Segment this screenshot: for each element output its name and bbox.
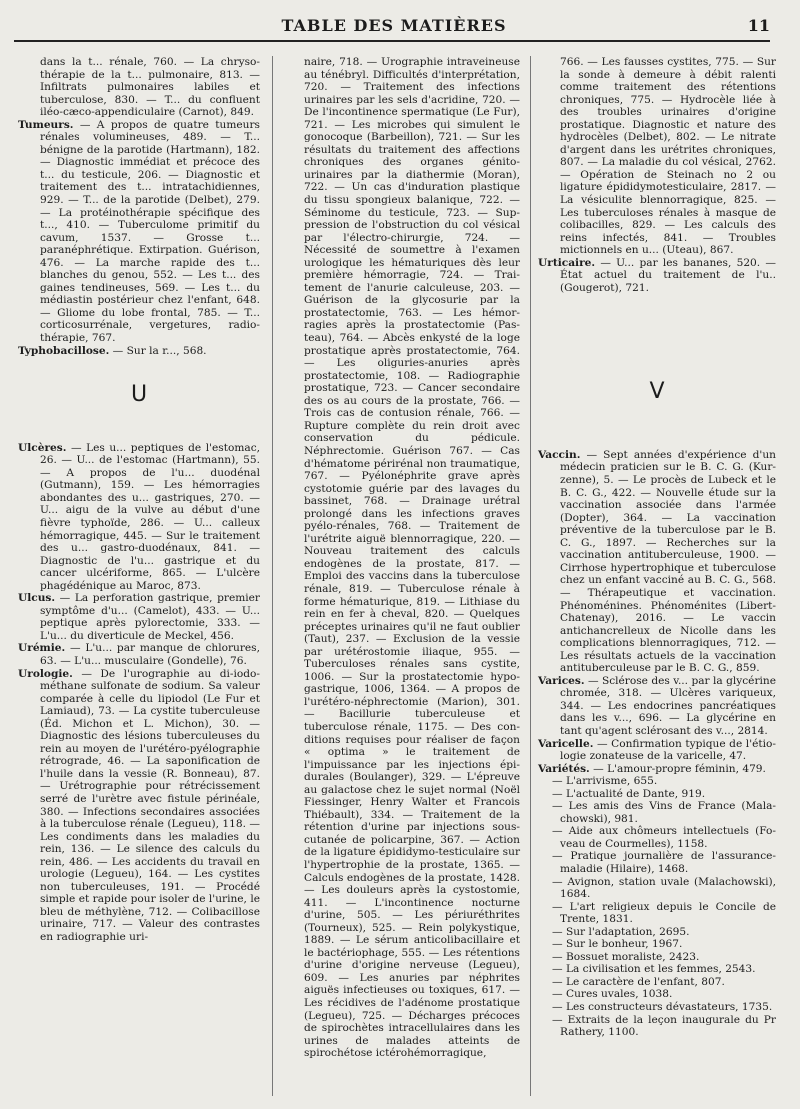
index-entry-varices xyxy=(538,675,776,738)
entry-keyword: Ulcères. xyxy=(18,441,67,454)
index-column-1 xyxy=(18,56,260,944)
entry-text: — La perforation gastrique, premier symptôme d'u... (Camelot), 433. — U... peptique après pylorectomie, 333. — L'u... du diverticule de Meckel, 456. xyxy=(40,592,260,642)
entry-text: — Les u... peptiques de l'estomac, 26. — U... de l'estomac (Hartmann), 55. — A propos de l'u... duodénal (Gutmann), 159. — Les hémorragies abondantes des u... gastriques, 270. — U... aigu de la vulve au début d'une fièvre typhoïde, 286. — U... calleux hémorragique, 445. — Sur le traitement des u... gastro-duodénaux, 841. — Diagnostic de l'u... gastrique et du cancer ulcériforme, 865. — L'ulcère phagédénique au Maroc, 873. xyxy=(40,441,260,592)
entry-continuation: 766. — Les fausses cystites, 775. — Sur la sonde à demeure à débit ralenti comme traitement des rétentions chroniques, 775. — Hydrocèle liée à des troubles urinaires d'origine prostatique. Diagnostic et nature des hydrocèles (Delbet), 802. — Le nitrate d'argent dans les urétrites chroniques, 807. — La maladie du col vésical, 2762. — Opération de Steinach no 2 ou ligature épididymotesticulaire, 2817. — La vésiculite blennorragique, 825. — Les tuberculoses rénales à masque de colibacilles, 829. — Les calculs des reins infectés, 841. — Troubles mictionnels en u... (Uteau), 867. xyxy=(560,56,776,257)
entry-keyword: Typhobacillose. xyxy=(18,344,110,357)
entry-keyword: Varices. xyxy=(538,674,585,687)
index-entry-typhobacillose xyxy=(18,345,260,358)
index-subentry: — L'art religieux depuis le Concile de Trente, 1831. xyxy=(552,900,776,926)
entry-text: — Confirmation typique de l'étiologie zonateuse de la varicelle, 47. xyxy=(560,737,776,763)
entry-text: — L'amour-propre féminin, 479. xyxy=(589,762,766,775)
index-subentry: — Aide aux chômeurs intellectuels (Foveau de Courmelles), 1158. xyxy=(552,825,776,850)
index-subentry: — Avignon, station uvale (Malachowski), 1684. xyxy=(552,875,776,901)
entry-keyword: Ulcus. xyxy=(18,592,56,605)
entry-keyword: Variétés. xyxy=(538,762,590,775)
index-subentry: — Pratique journalière de l'assurance-maladie (Hilaire), 1468. xyxy=(552,850,776,875)
entry-continuation: dans la t... rénale, 760. — La chrysothérapie de la t... pulmonaire, 813. — Infiltrats pulmonaires labiles et tuberculose, 830. — T... du confluent iléo-cæco-appendiculaire (Carnot), 849. xyxy=(40,56,260,119)
entry-keyword: Urémie. xyxy=(18,642,66,655)
index-subentry: — L'arrivisme, 655. xyxy=(552,775,658,788)
index-entry-varicelle xyxy=(538,738,776,763)
index-subentry: — L'actualité de Dante, 919. xyxy=(552,787,706,800)
index-subentry: — Bossuet moraliste, 2423. xyxy=(552,950,700,963)
index-column-2 xyxy=(282,56,520,1060)
entry-text: — Sclérose des v... par la glycérine chromée, 318. — Ulcères variqueux, 344. — Les endocrines pancréatiques dans les v..., 696. — La glycérine en tant qu'agent sclérosant des v..., 2814. xyxy=(560,674,776,737)
section-letter-v: V xyxy=(649,379,665,405)
index-entry-varietes xyxy=(538,763,776,776)
index-entry-uremie xyxy=(18,642,260,667)
entry-text: — Sept années d'expérience d'un médecin praticien sur le B. C. G. (Kurzenne), 5. — Le procès de Lubeck et le B. C. G., 422. — Nouvelle étude sur la vaccination associée dans l'armée (Dopter), 364. — La vaccination préventive de la tuberculose par le B. C. G., 1897. — Recherches sur la vaccination antituberculeuse, 1900. — Cirrhose hypertrophique et tuberculose chez un enfant vacciné au B. C. G., 568. — Thérapeutique et vaccination. Phénoménines. Phénoménites (Libert-Chatenay), 2016. — Le vaccin antichancrelleux de Nicolle dans les complications blennorragiques, 712. — Les résultats actuels de la vaccination antituberculeuse par le B. C. G., 859. xyxy=(560,448,776,675)
index-subentry: — Les constructeurs dévastateurs, 1735. xyxy=(552,1001,773,1013)
index-subentry: — La civilisation et les femmes, 2543. xyxy=(552,963,756,976)
entry-text: — U... par les bananes, 520. — État actuel du traitement de l'u.. (Gougerot), 721. xyxy=(560,256,776,294)
index-entry-ulceres xyxy=(18,442,260,593)
entry-text: — Sur la r..., 568. xyxy=(109,344,207,357)
entry-keyword: Vaccin. xyxy=(538,448,581,461)
index-entry-ulcus xyxy=(18,592,260,642)
column-separator xyxy=(272,56,273,1096)
index-entry-urticaire xyxy=(538,257,776,295)
index-subentry: — Sur l'adaptation, 2695. xyxy=(552,925,690,938)
index-entry-urologie xyxy=(18,668,260,944)
index-subentry: — Le caractère de l'enfant, 807. xyxy=(552,975,725,988)
entry-keyword: Tumeurs. xyxy=(18,118,74,131)
entry-text: — De l'urographie au di-iodométhane sulfonate de sodium. Sa valeur comparée à celle du lipiodol (Le Fur et Lamiaud), 73. — La cystite tuberculeuse (Éd. Michon et L. Michon), 30. — Diagnostic des lésions tuberculeuses du rein au moyen de l'urétéro-pyélographie rétrograde, 46. — La saponification de l'huile dans la vessie (R. Bonneau), 87. — Urétrographie pour rétrécissement serré de l'urètre avec fistule périnéale, 380. — Infections secondaires associées à la tuberculose rénale (Legueu), 118. — Les condiments dans les maladies du rein, 136. — Le silence des calculs du rein, 486. — Les accidents du travail en urologie (Legueu), 164. — Les cystites non tuberculeuses, 191. — Procédé simple et rapide pour isoler de l'urine, le bleu de méthylène, 712. — Colibacillose urinaire, 717. — Valeur des contrastes en radiographie uri- xyxy=(40,667,260,943)
entry-text: — A propos de quatre tumeurs rénales volumineuses, 489. — T... bénigne de la parotide (Hartmann), 182. — Diagnostic immédiat et précoce des t... du testicule, 206. — Diagnostic et traitement des t... intratachidiennes, 929. — T... de la parotide (Delbet), 279. — La protéinothérapie spécifique des t..., 410. — Tuberculome primitif du cavum, 1537. — Grosse t... paranéphrétique. Extirpation. Guérison, 476. — La marche rapide des t... blanches du genou, 552. — Les t... des gaines tendineuses, 569. — Les t... du médiastin postérieur chez l'enfant, 648. — Gliome du lobe frontal, 785. — T... corticosurrénale, vergetures, radiothérapie, 767. xyxy=(40,118,260,345)
index-subentry: — Cures uvales, 1038. xyxy=(552,988,673,1001)
column-separator xyxy=(530,56,531,1096)
entry-keyword: Urologie. xyxy=(18,667,73,680)
index-subentry: — Extraits de la leçon inaugurale du Pr Rathery, 1100. xyxy=(552,1013,776,1039)
page-number: 11 xyxy=(747,16,770,35)
entry-keyword: Urticaire. xyxy=(538,256,596,269)
index-subentry: — Les amis des Vins de France (Malachowski), 981. xyxy=(552,800,776,825)
entry-keyword: Varicelle. xyxy=(538,737,594,750)
page-title: TABLE DES MATIÈRES xyxy=(281,16,507,35)
entry-text: — L'u... par manque de chlorures, 63. — L'u... musculaire (Gondelle), 76. xyxy=(40,642,260,667)
section-letter-u: U xyxy=(130,382,148,408)
index-column-3 xyxy=(538,56,776,1039)
entry-continuation: naire, 718. — Urographie intraveineuse au ténébryl. Difficultés d'interprétation, 720. — Traitement des infections urinaires par les sels d'acridine, 720. — De l'incontinence spermatique (Le Fur), 721. — Les microbes qui simulent le gonocoque (Barbeillon), 721. — Sur les résultats du traitement des affections chroniques des organes génito-urinaires par la diathermie (Moran), 722. — Un cas d'induration plastique du tissu spongieux balanique, 722. — Séminome du testicule, 723. — Suppression de l'obstruction du col vésical par l'électro-chirurgie, 724. — Nécessité de soumettre à l'examen urologique les hématuriques dès leur première hémorragie, 724. — Traitement de l'anurie calculeuse, 203. — Guérison de la glycosurie par la prostatectomie, 763. — Les hémorragies après la prostatectomie (Pasteau), 764. — Abcès enkysté de la loge prostatique après prostatectomie, 764. — Les oliguries-anuries après prostatectomie, 108. — Radiographie prostatique, 723. — Cancer secondaire des os au cours de la prostate, 766. — Trois cas de contusion rénale, 766. — Rupture complète du rein droit avec conservation du pédicule. Néphrectomie. Guérison 767. — Cas d'hématome périrénal non traumatique, 767. — Pyélonéphrite grave après cystotomie guérie par des lavages du bassinet, 768. — Drainage urétral prolongé dans les infections graves pyélo-rénales, 768. — Traitement de l'urétrite aiguë blennorragique, 220. — Nouveau traitement des calculs endogènes de la prostate, 817. — Emploi des vaccins dans la tuberculose rénale, 819. — Tuberculose rénale à forme hématurique, 819. — Lithiase du rein en fer à cheval, 820. — Quelques préceptes urinaires qu'il ne faut oublier (Taut), 237. — Exclusion de la vessie par urétérostomie iliaque, 955. — Tuberculoses rénales sans cystite, 1006. — Sur la prostatectomie hypogastrique, 1006, 1364. — A propos de l'urétéro-néphrectomie (Marion), 301. — Bacillurie tuberculeuse et tuberculose rénale, 1175. — Des conditions requises pour réaliser de façon « optima » le traitement de l'impuissance par les injections épidurales (Boulanger), 329. — L'épreuve au galactose chez le sujet normal (Noël Fiessinger, Henry Walter et Francois Thiébault), 334. — Traitement de la rétention d'urine par injections sous-cutanée de policarpine, 367. — Action de la ligature épididymo-testiculaire sur l'hypertrophie de la prostate, 1365. — Calculs endogènes de la prostate, 1428. — Les douleurs après la cystostomie, 411. — L'incontinence nocturne d'urine, 505. — Les périuréthrites (Tourneux), 525. — Rein polykystique, 1889. — Le sérum anticolibacillaire et le bactériophage, 555. — Les rétentions d'urine d'origine nerveuse (Legueu), 609. — Les anuries par néphrites aiguës infectieuses ou toxiques, 617. — Les récidives de l'adénome prostatique (Legueu), 725. — Décharges précoces de spirochètes intracellulaires dans les urines de malades atteints de spirochétose ictérohémorragique, xyxy=(304,56,521,1060)
index-subentry: — Sur le bonheur, 1967. xyxy=(552,938,683,951)
index-entry-tumeurs xyxy=(18,119,260,345)
header-rule xyxy=(14,40,770,42)
index-entry-vaccin xyxy=(538,449,776,675)
